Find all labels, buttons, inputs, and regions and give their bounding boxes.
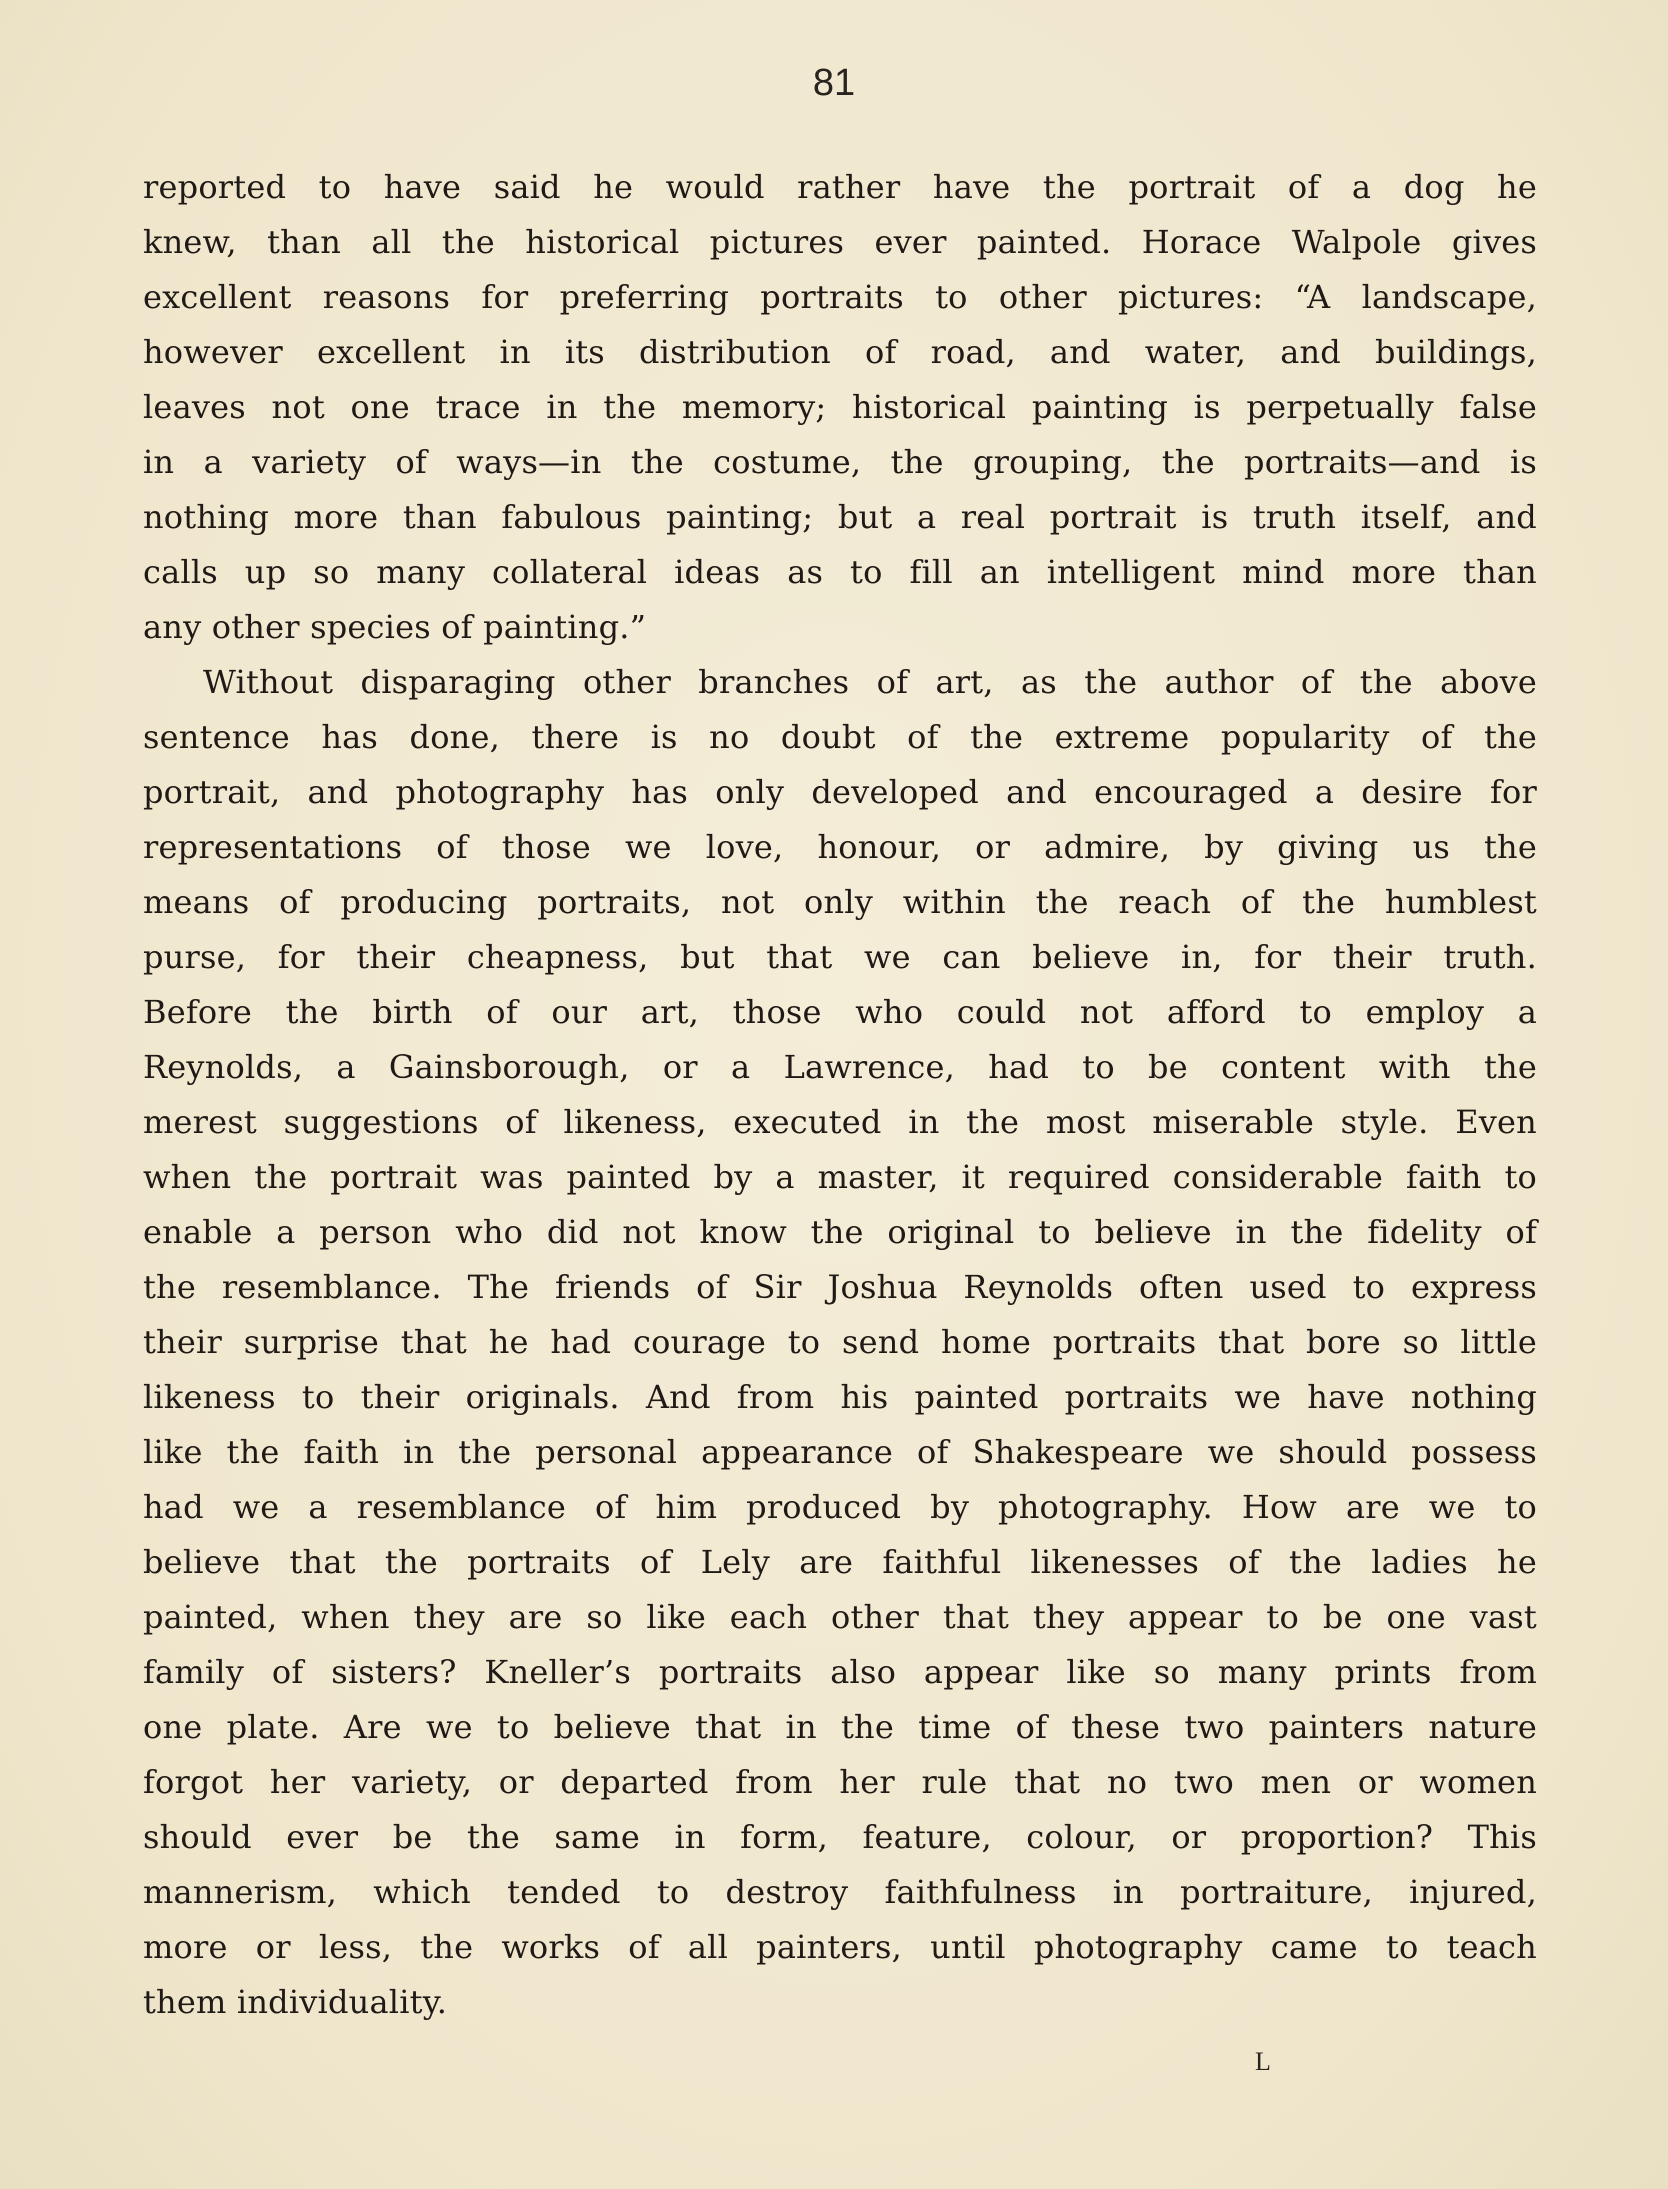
text-line: sentence has done, there is no doubt of the extreme popularity of the bbox=[143, 718, 1537, 756]
text-line: means of producing portraits, not only within the reach of the humblest bbox=[143, 883, 1537, 921]
text-line: excellent reasons for preferring portraits to other pictures: “A landscape, bbox=[143, 278, 1537, 316]
text-line: any other species of painting.” bbox=[143, 608, 647, 646]
text-line: had we a resemblance of him produced by photography. How are we to bbox=[143, 1488, 1537, 1526]
text-line: calls up so many collateral ideas as to fill an intelligent mind more than bbox=[143, 553, 1537, 591]
text-line: them individuality. bbox=[143, 1983, 448, 2021]
text-line: Reynolds, a Gainsborough, or a Lawrence, had to be content with the bbox=[143, 1048, 1537, 1086]
text-line: Without disparaging other branches of art, as the author of the above bbox=[203, 663, 1537, 701]
text-line: reported to have said he would rather have the portrait of a dog he bbox=[143, 168, 1537, 206]
text-line: family of sisters? Kneller’s portraits also appear like so many prints from bbox=[143, 1653, 1537, 1691]
text-line: knew, than all the historical pictures ever painted. Horace Walpole gives bbox=[143, 223, 1537, 261]
text-line: Before the birth of our art, those who could not afford to employ a bbox=[143, 993, 1537, 1031]
text-line: should ever be the same in form, feature, colour, or proportion? This bbox=[143, 1818, 1537, 1856]
text-line: leaves not one trace in the memory; historical painting is perpetually false bbox=[143, 388, 1537, 426]
text-line: like the faith in the personal appearance of Shakespeare we should possess bbox=[143, 1433, 1537, 1471]
page-number: 81 bbox=[812, 62, 856, 104]
body-text bbox=[143, 160, 1537, 2030]
signature-mark: L bbox=[1255, 2047, 1271, 2076]
text-line: forgot her variety, or departed from her rule that no two men or women bbox=[143, 1763, 1537, 1801]
text-line: purse, for their cheapness, but that we can believe in, for their truth. bbox=[143, 938, 1537, 976]
text-line: enable a person who did not know the original to believe in the fidelity of bbox=[143, 1213, 1537, 1251]
text-line: mannerism, which tended to destroy faithfulness in portraiture, injured, bbox=[143, 1873, 1537, 1911]
text-line: representations of those we love, honour, or admire, by giving us the bbox=[143, 828, 1537, 866]
text-line: however excellent in its distribution of road, and water, and buildings, bbox=[143, 333, 1537, 371]
text-line: when the portrait was painted by a master, it required considerable faith to bbox=[143, 1158, 1537, 1196]
text-line: believe that the portraits of Lely are faithful likenesses of the ladies he bbox=[143, 1543, 1537, 1581]
text-line: nothing more than fabulous painting; but a real portrait is truth itself, and bbox=[143, 498, 1537, 536]
text-line: in a variety of ways—in the costume, the grouping, the portraits—and is bbox=[143, 443, 1537, 481]
text-line: portrait, and photography has only developed and encouraged a desire for bbox=[143, 773, 1537, 811]
text-line: more or less, the works of all painters, until photography came to teach bbox=[143, 1928, 1537, 1966]
text-line: merest suggestions of likeness, executed in the most miserable style. Even bbox=[143, 1103, 1537, 1141]
text-line: their surprise that he had courage to send home portraits that bore so little bbox=[143, 1323, 1537, 1361]
text-line: one plate. Are we to believe that in the time of these two painters nature bbox=[143, 1708, 1537, 1746]
text-line: painted, when they are so like each other that they appear to be one vast bbox=[143, 1598, 1537, 1636]
text-line: likeness to their originals. And from his painted portraits we have nothing bbox=[143, 1378, 1537, 1416]
text-line: the resemblance. The friends of Sir Joshua Reynolds often used to express bbox=[143, 1268, 1537, 1306]
